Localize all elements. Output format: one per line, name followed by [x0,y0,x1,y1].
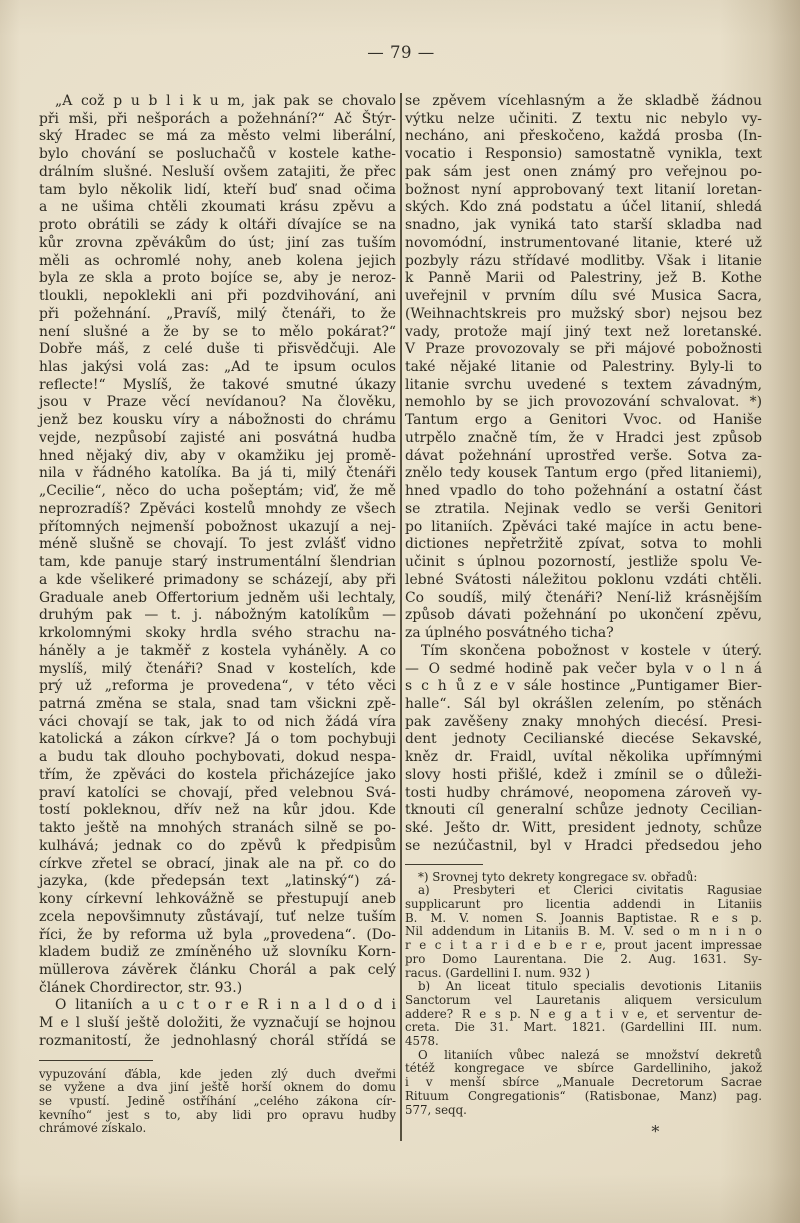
text-line: ské. Ješto dr. Witt, president jednoty, schůze [405,820,762,837]
text-line: nila v řádného katolíka. Ba já ti, milý čtenáři [39,465,396,482]
text-line: za úplného posvátného ticha? [405,625,614,642]
text-line: „A což p u b l i k u m, jak pak se chovalo [55,93,396,109]
column-divider [400,93,402,1141]
text-line: jsou v Praze věcí nevídanou? Na člověku, [39,394,396,411]
text-line: říci, že by reforma už byla „provedena“. (Do- [39,926,396,943]
text-line: měli as ochromlé nohy, aneb kolena jejich [39,252,396,269]
text-line: b) An liceat titulo specialis devotionis Litaniis [418,979,762,994]
text-line: lebné Svátosti náležitou poklonu vzdáti chtěli. [405,571,762,588]
text-line: (Weihnachtskreis pro mužský sbor) nejsou bez [405,305,762,322]
text-line: reflecte!“ Myslíš, že takové smutné úkazy [39,376,396,393]
text-line: i v menší sbírce „Manuale Decretorum Sacrae [405,1075,762,1090]
text-line: addere? R e s p. N e g a t i v e, et serventur de- [405,1006,762,1021]
text-line: krkolomnými skoky hrdla svého strachu na- [39,625,396,642]
text-line: r e c i t a r i d e b e r e, prout jacent impressae [405,938,762,953]
text-line: hned vpadlo do toho požehnání a ostatní část [405,483,762,500]
text-line: jazyka, (kde předepsán text „latinský“) zá- [39,873,396,890]
text-line: necháno, ani přeskočeno, každá prosba (In- [405,128,762,145]
text-line: vejde, nezpůsobí zajisté ani posvátná hudba [39,429,396,446]
text-line: Rituum Congregationis“ (Ratisbonae, Manz) pag. [405,1088,762,1103]
right-column [405,93,762,1141]
text-line: se vyžene a dva jiní ještě horší oknem do domu [39,1080,396,1095]
text-line: V Praze provozovaly se při májové pobožnosti [405,341,762,358]
text-line: vady, protože mají jiný text než loretanské. [405,323,762,340]
text-line: pozbyly rázu střídavé modlitby. Však i litanie [405,252,762,269]
text-line: vypuzování ďábla, kde jeden zlý duch dveřmi [39,1066,396,1081]
text-line: — O sedmé hodině pak večer byla v o l n á [405,660,762,677]
section-end-asterisk-mark: * [651,1122,660,1142]
text-line: tam, kde panuje starý instrumentální šlendrian [39,554,396,571]
left-column [39,93,396,1141]
text-line: uveřejnil v prvním dílu své Musica Sacra, [405,288,762,305]
text-line: s c h ů z e v sále hostince „Puntigamer Bier- [405,678,762,695]
text-line: kladem budiž ze zmíněného už slovníku Korn- [39,944,396,961]
text-line: dent jednoty Cecilianské diecése Sekavské, [405,731,762,748]
text-line: Nil addendum in Litaniis B. M. V. sed o m n i n o [405,924,762,939]
text-line: snadno, jak vyniká tato starší skladba nad [405,217,762,234]
text-line: takto ještě na mnohých stranách silně se po- [39,820,396,837]
text-line: byla ze skla a proto bojíce se, aby je neroz- [39,270,396,287]
text-line: M e l sluší ještě doložiti, že vyznačují se hojnou [39,1015,396,1032]
text-line: proto obrátili se zády k oltáři dívajíce se na [39,217,396,234]
text-line: litanie svrchu uvedené s textem závadným, [405,376,762,393]
text-line: praví katolíci se chovají, před velebnou Svá- [39,784,396,801]
left-column-main-text [39,93,396,1051]
text-line: creta. Die 31. Mart. 1821. (Gardellini III. num. [405,1020,762,1035]
text-line: 577, seqq. [405,1102,467,1117]
text-line: neprozradíš? Zpěváci kostelů mnohdy ze všech [39,500,396,517]
text-line: „Cecilie“, něco do ucha pošeptám; viď, že mě [39,483,396,500]
text-line: se vpustí. Jedině ostříhání „celého zákona cír- [39,1094,396,1109]
text-line: se ztratila. Nejinak vedlo se verši Genitori [405,500,762,517]
text-line: přítomných nejmenší pobožnost ukazují a nej- [39,518,396,535]
text-line: se nezúčastnil, byl v Hradci předsedou jeho [405,837,762,854]
text-line: drálním slušné. Nesluší ovšem zatajiti, že přec [39,163,396,180]
text-line: tknouti cíl generalní schůze jednoty Cecilian- [405,802,762,819]
text-line: a) Presbyteri et Clerici civitatis Ragusiae [418,883,762,898]
text-line: O litaniích a u c t o r e R i n a l d o d i [55,997,396,1014]
text-line: druhým pak — t. j. nábožným katolíkům — [39,607,396,624]
text-line: kony církevní lehkovážně se přestupují aneb [39,891,396,908]
text-line: po litaniích. Zpěváci také majíce in actu bene- [405,518,762,535]
text-line: učinit s úplnou pozorností, jestliže spolu Ve- [405,554,762,571]
text-line: dávat požehnání uprostřed verše. Sotva za- [405,447,762,464]
left-column-footnote [39,1068,396,1137]
right-column-main-text [405,93,762,856]
text-line: při mši, při nešporách a požehnání?“ Ač Štýr- [39,110,396,127]
left-footnote-rule [39,1060,153,1061]
text-line: bylo chování se posluchačů v kostele kathe- [39,146,396,163]
text-line: tétéž kongregace ve sbírce Gardelliniho, jakož [405,1061,762,1076]
text-line: O litaniích vůbec nalezá se množství dekretů [418,1047,762,1062]
text-line: znělo tedy kousek Tantum ergo (před litaniemi), [405,465,762,482]
text-line: müllerova závěrek článku Chorál a pak celý [39,961,396,978]
text-line: tam bylo několik lidí, kteří buď snad očima [39,181,396,198]
text-line: a kde všelikeré primadony se scházejí, aby při [39,571,396,588]
text-line: rozmanitostí, že jednohlasný chorál střídá se [39,1032,396,1049]
text-line: není slušné a že by se to mělo pokárat?“ [39,323,396,340]
text-line: výtku nelze učiniti. Z textu nic nebylo vy- [405,110,762,127]
text-line: 4578. [405,1034,439,1049]
text-line: způsob dávati požehnání po ukončení zpěvu, [405,607,762,624]
text-line: a ne ušima chtěli zkoumati krásu zpěvu a [39,199,396,216]
text-line: tosti hudby chrámové, neopomena zároveň vy- [405,784,762,801]
text-line: ský Hradec se má za město velmi liberální, [39,128,396,145]
text-line: pak sám jest onen známý pro veřejnou po- [405,163,762,180]
text-line: tostí pokleknou, dřív než na kůr jdou. Kde [39,802,396,819]
text-line: Graduale aneb Offertorium jedněm uši lechtaly, [39,589,396,606]
text-line: a budu tak dlouho pochybovati, dokud nespa- [39,749,396,766]
text-line: háněly a je takměř z kostela vyháněly. A co [39,642,396,659]
text-line: katolická a zákon církve? Já o tom pochybuji [39,731,396,748]
text-line: jenž bez kousku víry a nábožnosti do chrámu [39,412,396,429]
text-line: utrpělo značně tím, že v Hradci jest způsob [405,429,762,446]
text-line: kevního“ jest s to, aby lidi pro opravu hudby [39,1107,396,1122]
text-line: halle“. Sál byl okrášlen zelením, po stěnách [405,695,762,712]
text-line: tloukli, nepoklekli ani při pozdvihování, ani [39,288,396,305]
text-line: třím, že zpěváci do kostela přicházejíce jako [39,766,396,783]
text-block [39,93,763,1141]
text-line: novomódní, instrumentované litanie, které už [405,234,762,251]
text-line: patrná změna se stala, snad tam všickni zpě- [39,695,396,712]
text-line: při požehnání. „Pravíš, milý čtenáři, to že [39,305,396,322]
page-number: — 79 — [367,43,435,62]
text-line: *) Srovnej tyto dekrety kongregace sv. obřadů: [418,869,698,884]
text-line: myslíš, milý čtenáři? Snad v kostelích, kde [39,660,396,677]
text-line: kněz dr. Fraidl, uvítal několika upřímnými [405,749,762,766]
text-line: Sanctorum vel Lauretanis aliquem versiculum [405,992,762,1007]
text-line: Co soudíš, milý čtenáři? Není-liž krásnějším [405,589,762,606]
text-line: Tím skončena pobožnost v kostele v úterý. [421,642,762,659]
text-line: váci chovají se tak, jak to od nich žádá víra [39,713,396,730]
right-footnote-rule [405,864,483,865]
text-line: článek Chordirector, str. 93.) [39,979,243,996]
text-line: nemohlo by se jich provozování schvalovat. *) [405,394,762,411]
text-line: k Panně Marii od Palestriny, jež B. Kothe [405,270,762,287]
text-line: supplicarunt pro licentia addendi in Litaniis [405,896,762,911]
text-line: Tantum ergo a Genitori Vvoc. od Haniše [405,412,762,429]
text-line: ských. Kdo zná podstatu a účel litanií, shledá [405,199,762,216]
text-line: prý už „reforma je provedena“, v této věci [39,678,396,695]
text-line: zcela nepovšimnuty zůstávají, tuť nelze tuším [39,908,396,925]
text-line: božnost nyní approbovaný text litanií loretan- [405,181,762,198]
right-column-footnote [405,871,762,1118]
text-line: dictiones nepřetržitě zpívat, sotva to mohli [405,536,762,553]
text-line: se zpěvem vícehlasným a že skladbě žádnou [405,93,762,109]
text-line: slovy hosti přišlé, kdež i zmínil se o důleži- [405,766,762,783]
text-line: B. M. V. nomen S. Joannis Baptistae. R e s p. [405,910,762,925]
text-line: racus. (Gardellini I. num. 932 ) [405,965,591,980]
text-line: kulhává; jednak co do zpěvů k předpisům [39,837,396,854]
text-line: hlas jakýsi volá zas: „Ad te ipsum oculos [39,359,396,376]
text-line: pak zavěšeny znaky mnohých diecésí. Presi- [405,713,762,730]
text-line: vocatio i Responsio) samostatně vynikla, text [405,146,762,163]
text-line: Dobře máš, z celé duše ti přisvědčuji. Ale [39,341,396,358]
text-line: pro Domo Laurentana. Die 2. Aug. 1631. Sy- [405,951,762,966]
text-line: církve zřetel se obrací, jinak ale na př. co do [39,855,396,872]
text-line: hned nějaký div, aby v okamžiku jej promě- [39,447,396,464]
text-line: kůr zrovna zpěvákům do úst; jiní zas tuším [39,234,396,251]
text-line: také nějaké litanie od Palestriny. Byly-li to [405,359,762,376]
text-line: méně slušně se chovají. To jest zvlášť vidno [39,536,396,553]
text-line: chrámové získalo. [39,1121,147,1136]
